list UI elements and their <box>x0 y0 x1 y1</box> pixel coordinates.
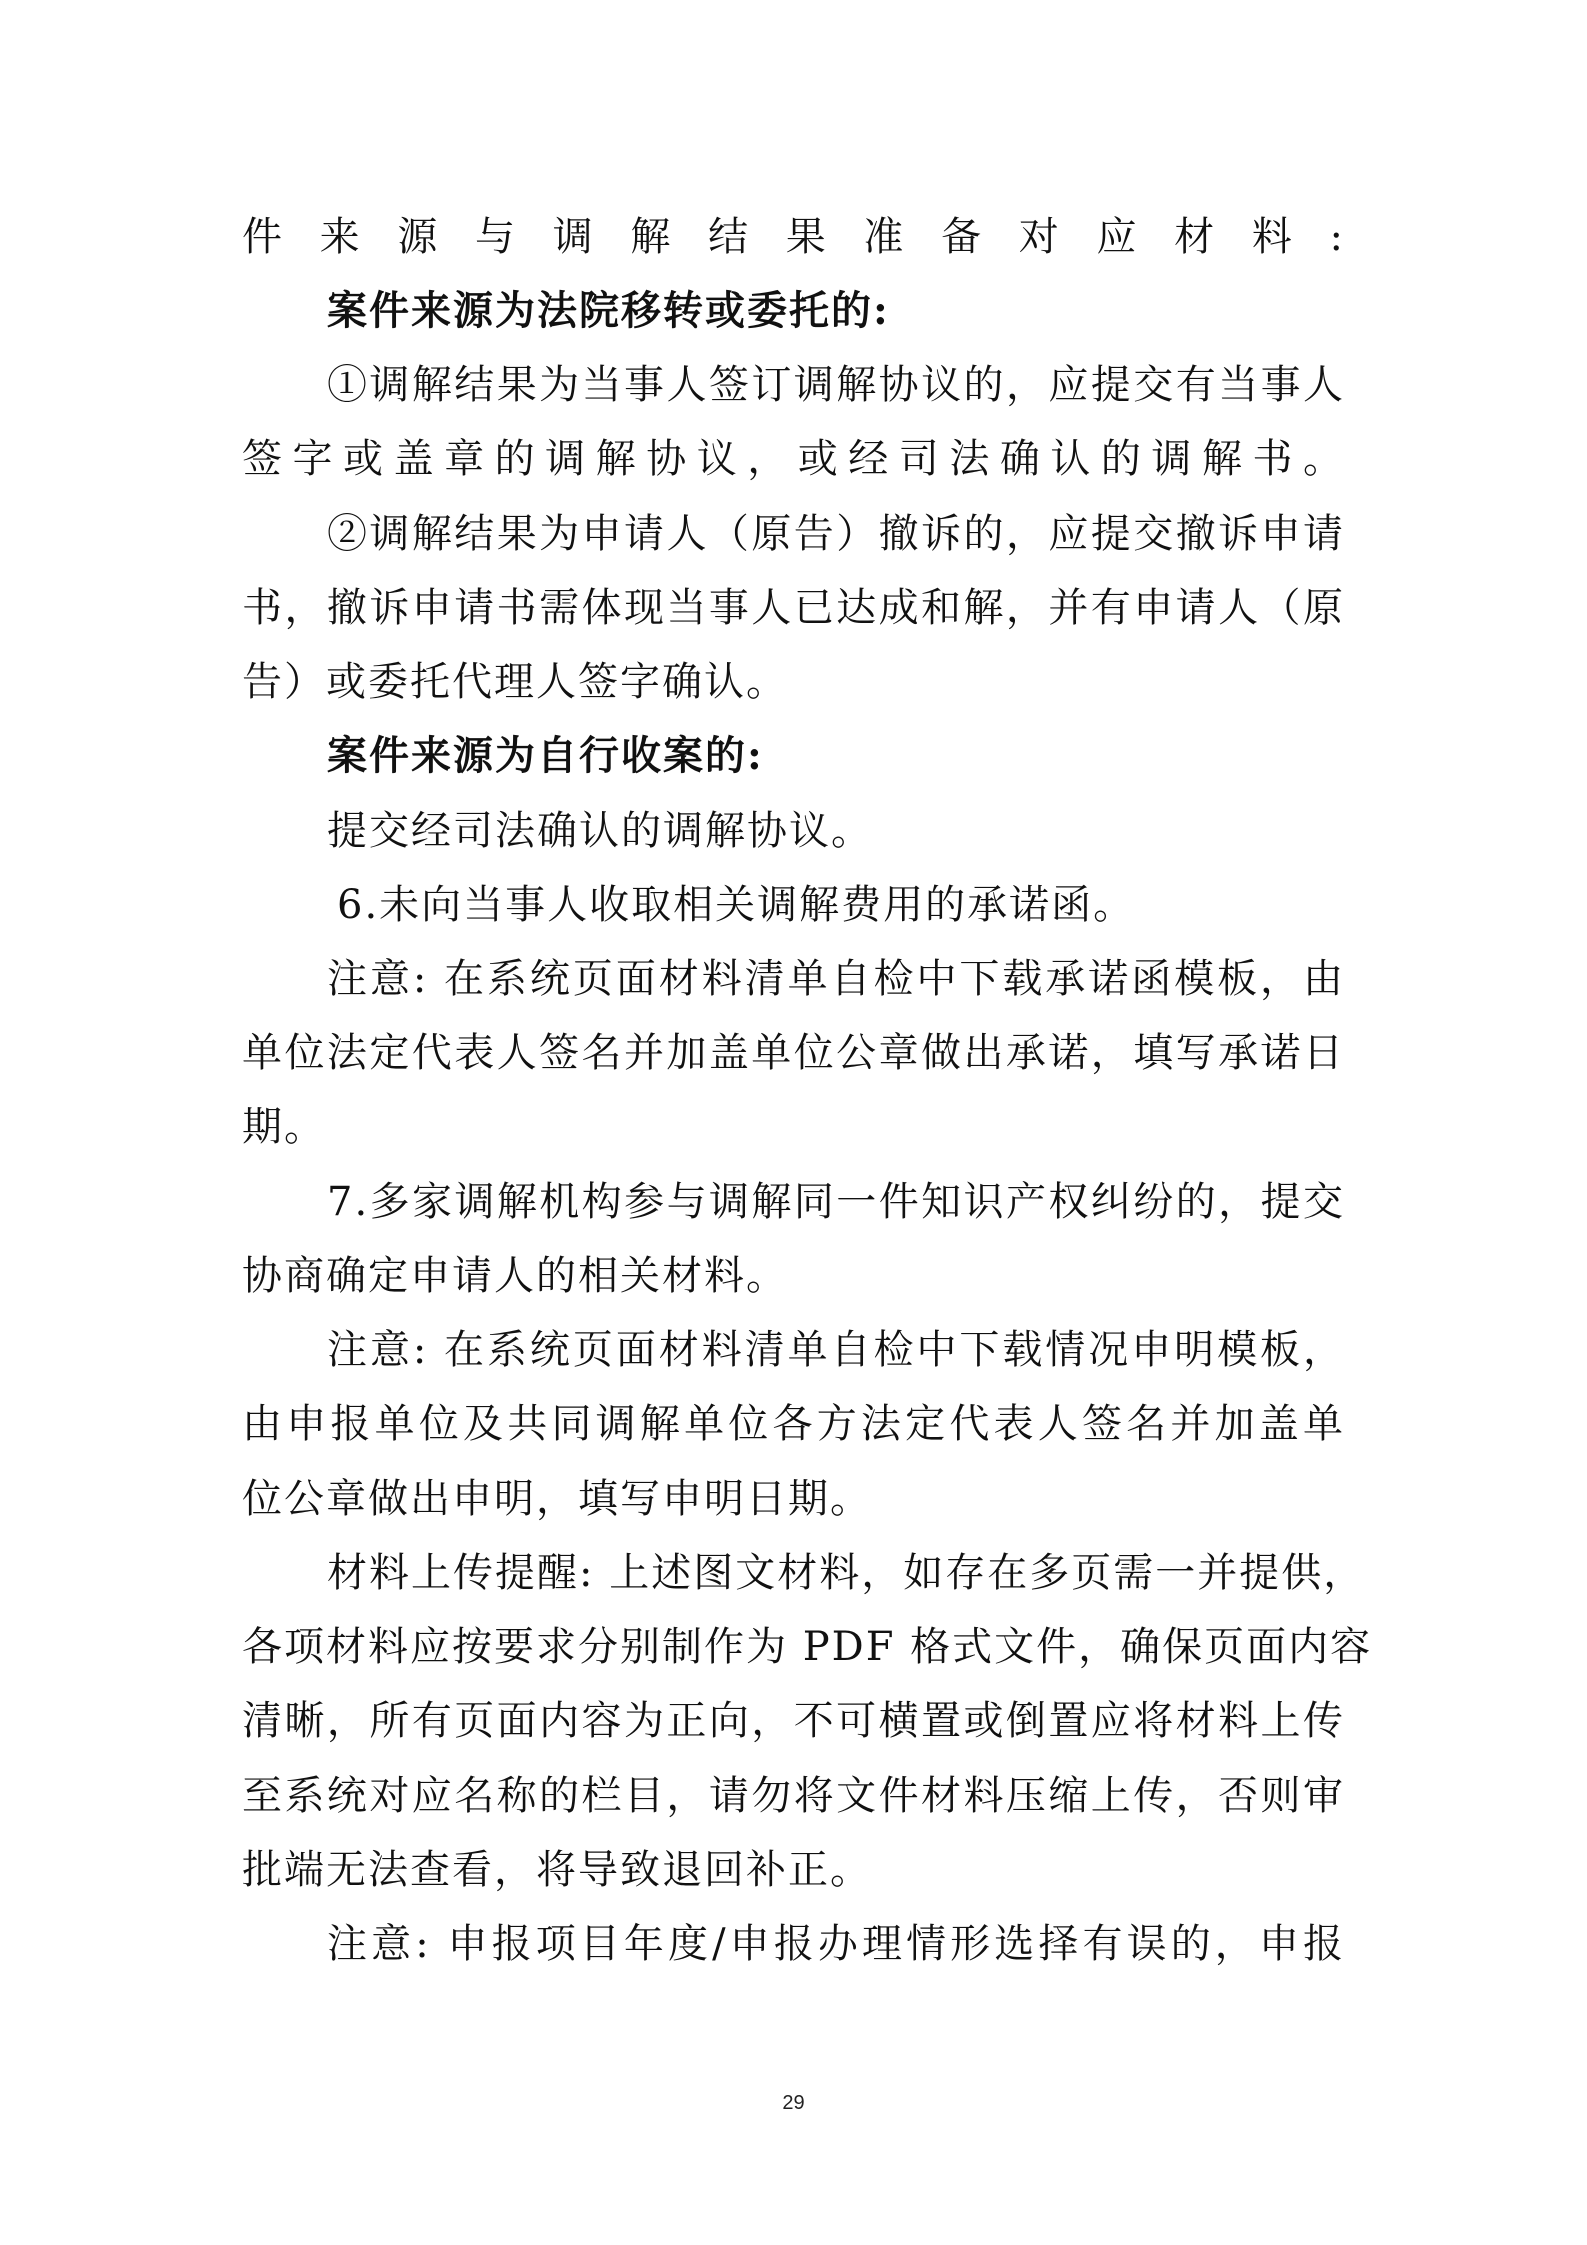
note-line: 注意: 申报项目年度/申报办理情形选择有误的，申报 <box>327 1921 1345 1967</box>
note-line: 注意: 在系统页面材料清单自检中下载情况申明模板， <box>327 1327 1345 1373</box>
note-line: 注意: 在系统页面材料清单自检中下载承诺函模板，由 <box>327 956 1345 1002</box>
section-heading: 案件来源为自行收案的: <box>327 732 764 779</box>
body-line: 告）或委托代理人签字确认。 <box>242 659 788 705</box>
note-line: 单位法定代表人签名并加盖单位公章做出承诺，填写承诺日 <box>242 1030 1345 1076</box>
body-line: 书，撤诉申请书需体现当事人已达成和解，并有申请人（原 <box>242 585 1345 631</box>
upload-reminder-line: 批端无法查看，将导致退回补正。 <box>242 1847 872 1893</box>
note-line: 由申报单位及共同调解单位各方法定代表人签名并加盖单 <box>242 1401 1345 1447</box>
body-line: 件来源与调解结果准备对应材料: <box>242 214 1345 260</box>
upload-reminder-line: 材料上传提醒: 上述图文材料，如存在多页需一并提供， <box>327 1550 1366 1596</box>
note-line: 位公章做出申明，填写申明日期。 <box>242 1476 872 1522</box>
note-line: 期。 <box>242 1104 326 1150</box>
body-line: 签字或盖章的调解协议，或经司法确认的调解书。 <box>242 436 1345 482</box>
upload-reminder-line: 各项材料应按要求分别制作为 PDF 格式文件，确保页面内容 <box>242 1624 1373 1670</box>
list-item-6: 6.未向当事人收取相关调解费用的承诺函。 <box>337 882 1136 928</box>
body-line: ①调解结果为当事人签订调解协议的，应提交有当事人 <box>327 362 1345 408</box>
body-line: ②调解结果为申请人（原告）撤诉的，应提交撤诉申请 <box>327 511 1345 557</box>
page-number: 29 <box>782 2092 805 2114</box>
upload-reminder-line: 至系统对应名称的栏目，请勿将文件材料压缩上传，否则审 <box>242 1773 1345 1819</box>
body-line: 协商确定申请人的相关材料。 <box>242 1253 788 1299</box>
section-heading: 案件来源为法院移转或委托的: <box>327 287 890 334</box>
list-item-7: 7.多家调解机构参与调解同一件知识产权纠纷的，提交 <box>327 1179 1345 1225</box>
upload-reminder-line: 清晰，所有页面内容为正向，不可横置或倒置应将材料上传 <box>242 1698 1345 1744</box>
body-line: 提交经司法确认的调解协议。 <box>327 808 873 854</box>
